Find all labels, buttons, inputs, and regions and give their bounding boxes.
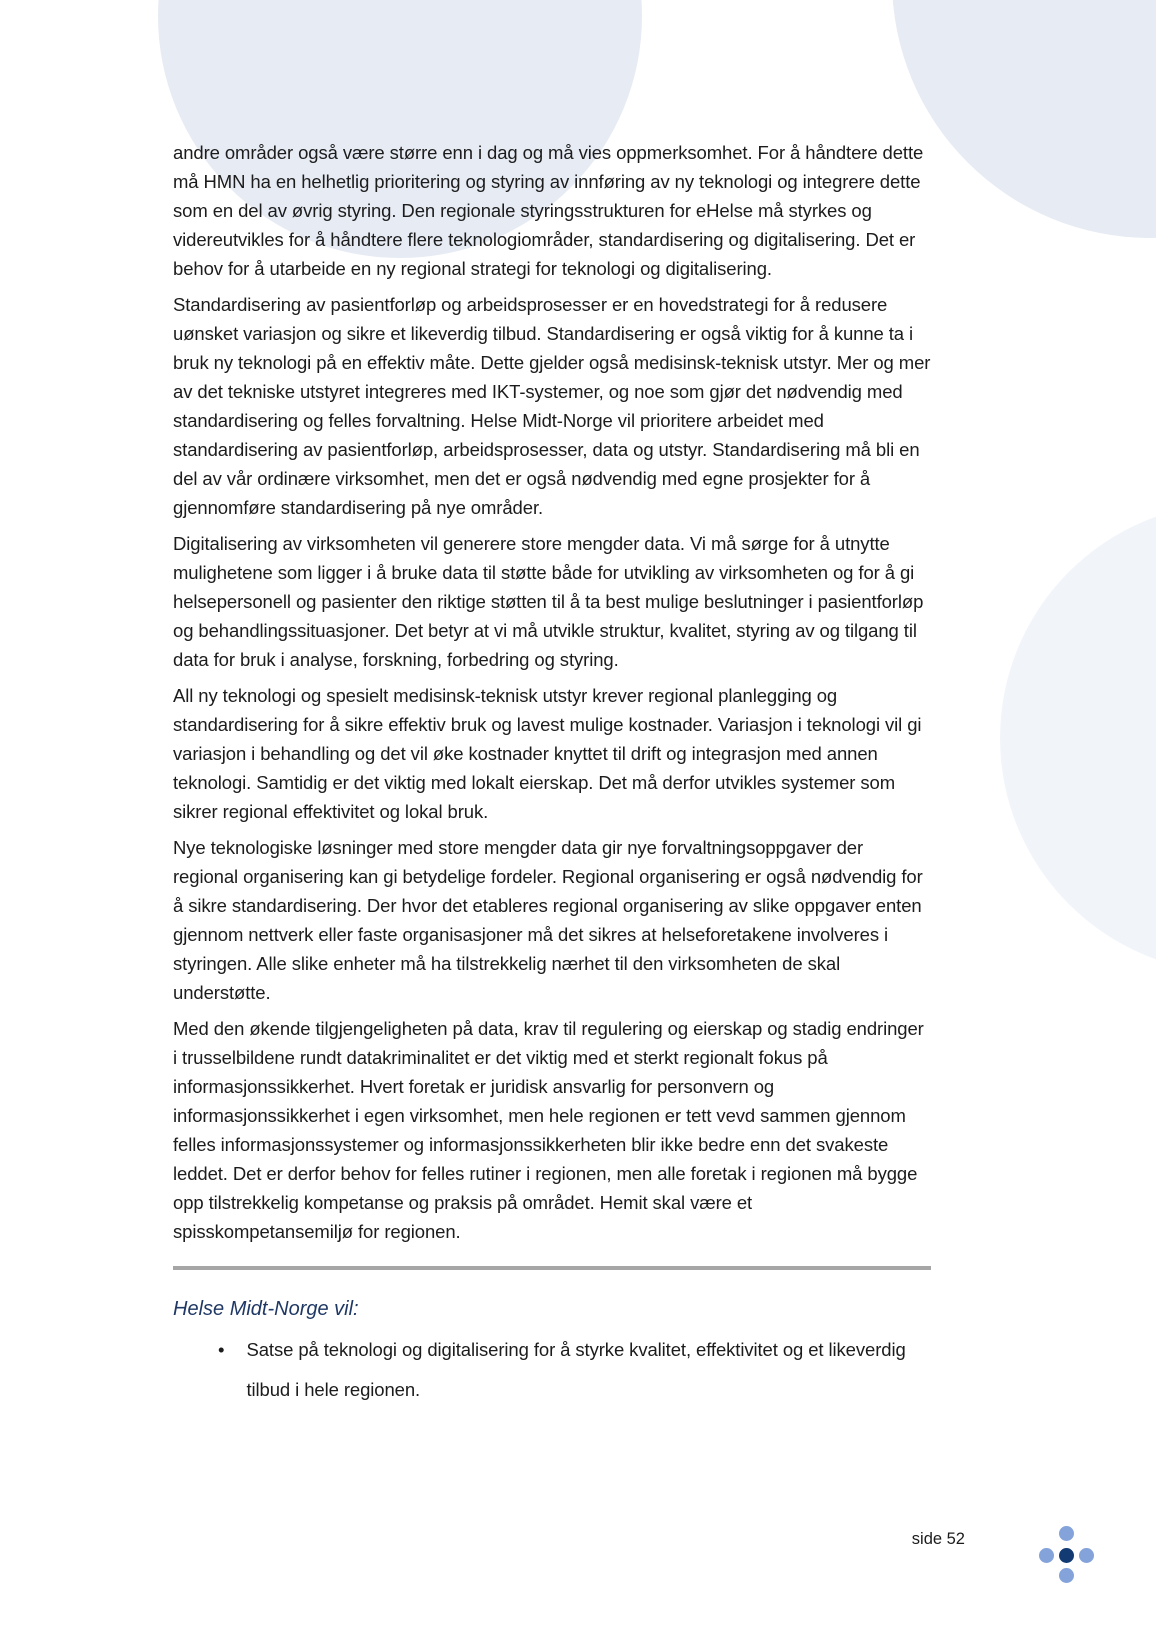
bullet-marker: • — [218, 1339, 225, 1360]
section-divider — [173, 1266, 931, 1270]
body-paragraph: All ny teknologi og spesielt medisinsk-teknisk utstyr krever regional planlegging og standardisering for å sikre effektiv bruk og lavest mulige kostnader. Variasjon i teknologi vil gi variasjon i behandling og det vil øke kostnader knyttet til drift og integrasjon med annen teknologi. Samtidig er det viktig med lokalt eierskap. Det må derfor utvikles systemer som sikrer regional effektivitet og lokal bruk. — [173, 685, 922, 822]
page-number: side 52 — [911, 1530, 965, 1548]
decorative-circle-top-right — [892, 0, 1156, 238]
logo-dot-right — [1079, 1548, 1094, 1563]
body-paragraph: Nye teknologiske løsninger med store mengder data gir nye forvaltningsoppgaver der regional organisering kan gi betydelige fordeler. Regional organisering er også nødvendig for å sikre standardisering. Der hvor det etableres regional organisering av slike oppgaver enten gjennom nettverk eller faste organisasjoner må det sikres at helseforetakene involveres i styringen. Alle slike enheter må ha tilstrekkelig nærhet til den virksomheten de skal understøtte. — [173, 837, 923, 1003]
document-body — [173, 138, 931, 1410]
decorative-circle-right-middle — [1000, 503, 1156, 973]
body-paragraph: Standardisering av pasientforløp og arbeidsprosesser er en hovedstrategi for å redusere uønsket variasjon og sikre et likeverdig tilbud. Standardisering er også viktig for å kunne ta i bruk ny teknologi på en effektiv måte. Dette gjelder også medisinsk-teknisk utstyr. Mer og mer av det tekniske utstyret integreres med IKT-systemer, og noe som gjør det nødvendig med standardisering og felles forvaltning. Helse Midt-Norge vil prioritere arbeidet med standardisering av pasientforløp, arbeidsprosesser, data og utstyr. Standardisering må bli en del av vår ordinære virksomhet, men det er også nødvendig med egne prosjekter for å gjennomføre standardisering på nye områder. — [173, 294, 931, 518]
bullet-text: Satse på teknologi og digitalisering for å styrke kvalitet, effektivitet og et likeverdig tilbud i hele regionen. — [246, 1339, 906, 1400]
logo-dot-top — [1059, 1526, 1074, 1541]
body-paragraph: Med den økende tilgjengeligheten på data, krav til regulering og eierskap og stadig endringer i trusselbildene rundt datakriminalitet er det viktig med et sterkt regionalt fokus på informasjonssikkerhet. Hvert foretak er juridisk ansvarlig for personvern og informasjonssikkerhet i egen virksomhet, men hele regionen er tett vevd sammen gjennom felles informasjonssystemer og informasjonssikkerheten blir ikke bedre enn det svakeste leddet. Det er derfor behov for felles rutiner i regionen, men alle foretak i regionen må bygge opp tilstrekkelig kompetanse og praksis på området. Hemit skal være et spisskompetansemiljø for regionen. — [173, 1018, 924, 1242]
logo-dot-left — [1039, 1548, 1054, 1563]
body-paragraph: andre områder også være større enn i dag og må vies oppmerksomhet. For å håndtere dette må HMN ha en helhetlig prioritering og styring av innføring av ny teknologi og integrere dette som en del av øvrig styring. Den regionale styringsstrukturen for eHelse må styrkes og videreutvikles for å håndtere flere teknologiområder, standardisering og digitalisering. Det er behov for å utarbeide en ny regional strategi for teknologi og digitalisering. — [173, 142, 924, 279]
logo-dot-center — [1059, 1548, 1074, 1563]
logo-dot-bottom — [1059, 1568, 1074, 1583]
section-heading: Helse Midt-Norge vil: — [173, 1298, 359, 1320]
bullet-list — [173, 1330, 931, 1410]
helse-midt-norge-logo — [1038, 1524, 1096, 1586]
list-item — [173, 1330, 931, 1410]
body-paragraph: Digitalisering av virksomheten vil generere store mengder data. Vi må sørge for å utnytte mulighetene som ligger i å bruke data til støtte både for utvikling av virksomheten og for å gi helsepersonell og pasienter den riktige støtten til å ta best mulige beslutninger i pasientforløp og behandlingssituasjoner. Det betyr at vi må utvikle struktur, kvalitet, styring av og tilgang til data for bruk i analyse, forskning, forbedring og styring. — [173, 533, 924, 670]
